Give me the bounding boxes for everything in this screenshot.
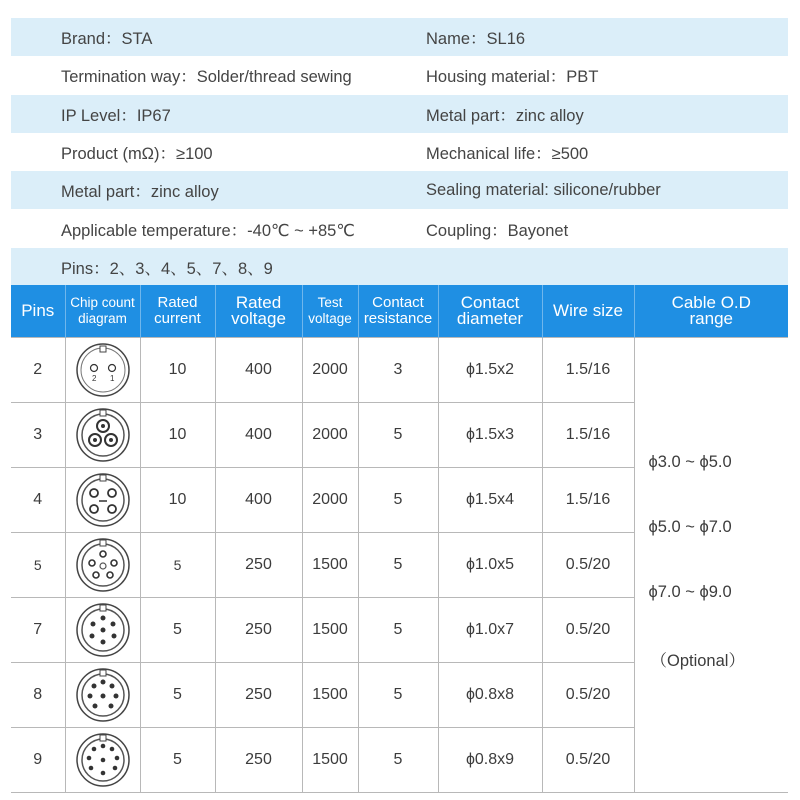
cell-resistance: 5 [358,598,438,663]
spec-coupling: Coupling：Bayonet [426,221,569,240]
cell-resistance: 5 [358,728,438,793]
cell-pins: 5 [11,533,65,598]
cell-wire: 1.5/16 [542,468,634,533]
header-cable-od: Cable O.D range [634,285,788,338]
connector-4pin-diagram [75,472,131,528]
cell-voltage: 400 [215,338,302,403]
cell-wire: 1.5/16 [542,403,634,468]
spec-list [11,18,788,286]
cell-wire: 0.5/20 [542,598,634,663]
svg-text:2: 2 [91,374,96,383]
spec-row [11,18,788,56]
spec-sealing: Sealing material: silicone/rubber [426,180,661,199]
spec-brand: Brand：STA [61,30,153,49]
cell-test-voltage: 1500 [302,533,358,598]
connector-8pin-diagram [75,667,131,723]
spec-product: Product (mΩ)：≥100 [61,145,213,164]
table-header [11,285,788,338]
spec-table [11,285,788,793]
table-row [11,338,788,403]
cell-resistance: 3 [358,338,438,403]
connector-7pin-diagram [75,602,131,658]
spec-row [11,95,788,133]
cell-diameter: ϕ0.8x8 [438,663,542,728]
cable-range-item: ϕ7.0 ~ ϕ9.0 [648,583,732,601]
connector-3pin-diagram [75,407,131,463]
svg-text:1: 1 [109,374,114,383]
spec-row [11,133,788,171]
cell-wire: 0.5/20 [542,533,634,598]
connector-9pin-diagram [75,732,131,788]
spec-metal-part: Metal part：zinc alloy [426,106,584,125]
header-contact-resistance: Contact resistance [358,285,438,338]
header-rated-current: Rated current [140,285,215,338]
cell-current: 10 [140,403,215,468]
spec-ip-level: IP Level：IP67 [61,106,171,125]
spec-row [11,171,788,209]
cell-current: 10 [140,468,215,533]
cell-diagram [65,533,140,598]
cell-pins: 4 [11,468,65,533]
cell-current: 10 [140,338,215,403]
header-pins: Pins [11,285,65,338]
cell-test-voltage: 2000 [302,403,358,468]
cell-diameter: ϕ1.5x3 [438,403,542,468]
cell-current: 5 [140,728,215,793]
cell-wire: 0.5/20 [542,728,634,793]
connector-2pin-diagram [75,342,131,398]
cell-resistance: 5 [358,403,438,468]
cell-diameter: ϕ1.0x7 [438,598,542,663]
cell-test-voltage: 1500 [302,663,358,728]
spec-metal-part-2: Metal part：zinc alloy [61,183,219,202]
header-contact-diameter: Contact diameter [438,285,542,338]
cell-voltage: 250 [215,533,302,598]
cell-pins: 7 [11,598,65,663]
cell-diagram [65,338,140,403]
cell-diagram [65,728,140,793]
cell-diagram [65,663,140,728]
cell-voltage: 250 [215,598,302,663]
cable-range-item: ϕ3.0 ~ ϕ5.0 [648,453,732,471]
cell-diameter: ϕ1.5x2 [438,338,542,403]
cell-test-voltage: 2000 [302,468,358,533]
cell-diameter: ϕ1.5x4 [438,468,542,533]
cell-resistance: 5 [358,468,438,533]
spec-name: Name：SL16 [426,30,526,49]
header-rated-voltage: Rated voltage [215,285,302,338]
spec-termination: Termination way：Solder/thread sewing [61,68,352,87]
cell-diameter: ϕ1.0x5 [438,533,542,598]
cell-pins: 2 [11,338,65,403]
cell-test-voltage: 2000 [302,338,358,403]
cell-test-voltage: 1500 [302,728,358,793]
connector-5pin-diagram [75,537,131,593]
cell-current: 5 [140,533,215,598]
cell-diagram [65,468,140,533]
cell-resistance: 5 [358,663,438,728]
cell-cable-range [634,338,788,793]
cell-diameter: ϕ0.8x9 [438,728,542,793]
cell-resistance: 5 [358,533,438,598]
cell-current: 5 [140,598,215,663]
header-test-voltage: Test voltage [302,285,358,338]
cell-pins: 3 [11,403,65,468]
spec-temperature: Applicable temperature：-40℃ ~ +85℃ [61,221,355,240]
cable-range-list [649,338,789,792]
cell-diagram [65,403,140,468]
spec-housing: Housing material：PBT [426,68,599,87]
cell-wire: 0.5/20 [542,663,634,728]
spec-table-wrap [11,285,788,793]
cell-pins: 8 [11,663,65,728]
spec-row [11,56,788,94]
cell-pins: 9 [11,728,65,793]
cell-voltage: 400 [215,403,302,468]
cable-range-optional: （Optional） [650,652,745,670]
cell-voltage: 250 [215,663,302,728]
header-wire-size: Wire size [542,285,634,338]
header-chip-diagram: Chip count diagram [65,285,140,338]
spec-pins: Pins：2、3、4、5、7、8、9 [61,259,273,278]
cell-test-voltage: 1500 [302,598,358,663]
cell-diagram [65,598,140,663]
cell-voltage: 250 [215,728,302,793]
spec-row [11,209,788,247]
cell-current: 5 [140,663,215,728]
spec-row [11,248,788,286]
cell-voltage: 400 [215,468,302,533]
cable-range-item: ϕ5.0 ~ ϕ7.0 [648,518,732,536]
cell-wire: 1.5/16 [542,338,634,403]
spec-mechanical-life: Mechanical life：≥500 [426,145,589,164]
